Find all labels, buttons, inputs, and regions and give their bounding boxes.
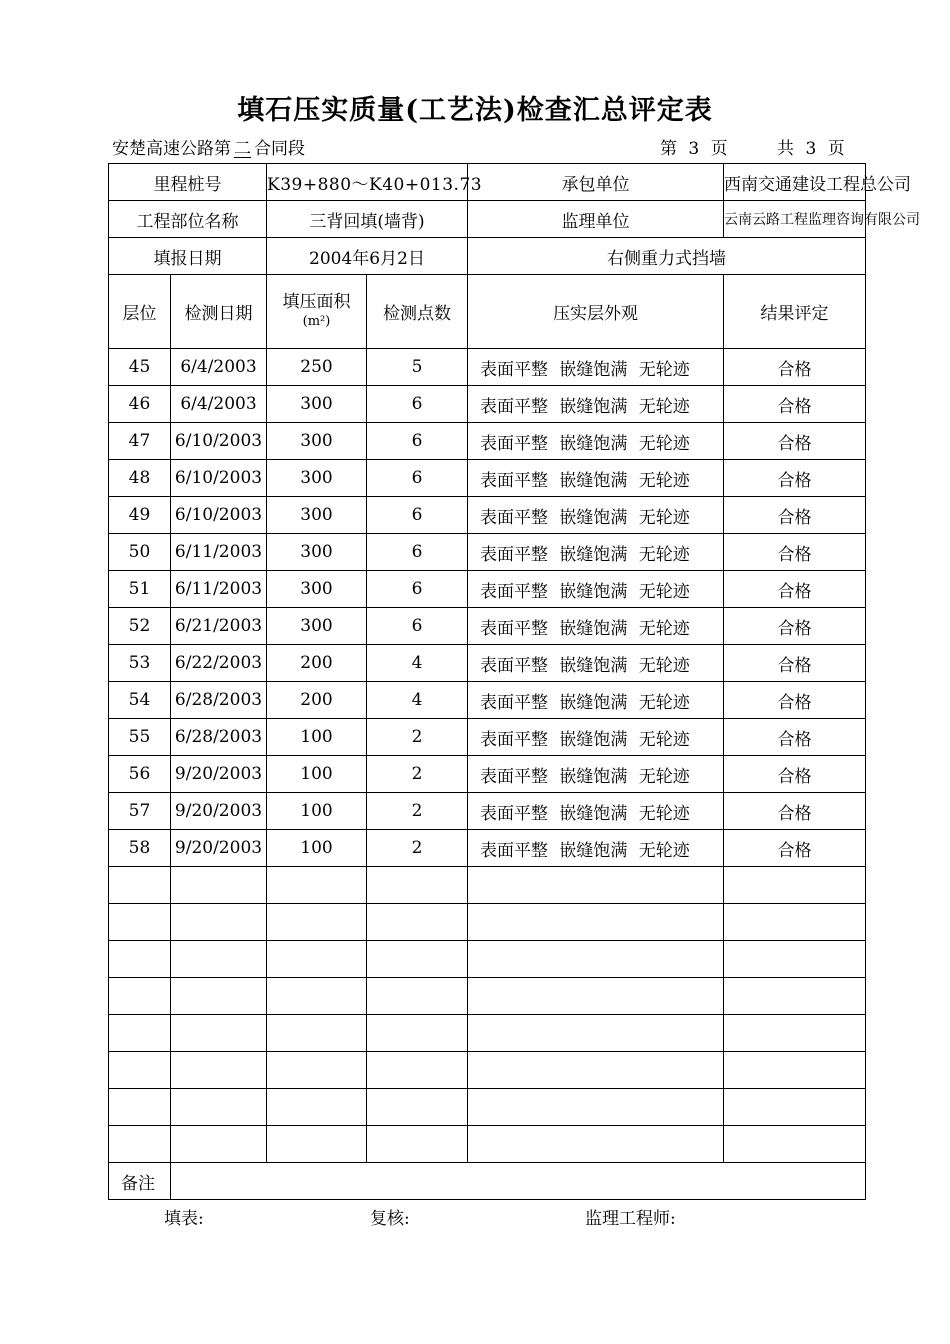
cell-area [267,1015,367,1052]
cell-points: 5 [367,349,468,386]
cell-area: 300 [267,386,367,423]
table-row [109,978,866,1015]
cell-result: 合格 [724,645,866,682]
project-suffix: 合同段 [254,139,305,159]
table-row [109,460,866,497]
cell-date: 6/28/2003 [171,719,267,756]
cell-appearance: 表面平整 嵌缝饱满 无轮迹 [468,756,724,793]
cell-layer: 54 [109,682,171,719]
cell-appearance: 表面平整 嵌缝饱满 无轮迹 [468,423,724,460]
cell-appearance: 表面平整 嵌缝饱满 无轮迹 [468,682,724,719]
cell-appearance [468,904,724,941]
cell-result [724,1015,866,1052]
cell-date: 6/11/2003 [171,571,267,608]
col-layer: 层位 [109,275,171,349]
project-prefix: 安楚高速公路第 [112,139,231,159]
table-row [109,534,866,571]
cell-area: 300 [267,460,367,497]
col-area-label: 填压面积 [282,291,351,312]
info-row-location [109,201,866,238]
cell-appearance: 表面平整 嵌缝饱满 无轮迹 [468,534,724,571]
table-row [109,904,866,941]
cell-layer: 56 [109,756,171,793]
cell-date [171,1126,267,1163]
cell-date: 6/22/2003 [171,645,267,682]
cell-area [267,867,367,904]
table-row [109,645,866,682]
cell-appearance: 表面平整 嵌缝饱满 无轮迹 [468,608,724,645]
cell-appearance [468,1052,724,1089]
cell-appearance [468,867,724,904]
cell-points [367,1126,468,1163]
col-appearance: 压实层外观 [468,275,724,349]
cell-layer [109,1089,171,1126]
table-row [109,497,866,534]
cell-area: 200 [267,682,367,719]
remarks-label: 备注 [109,1163,171,1200]
cell-result [724,1126,866,1163]
table-row [109,608,866,645]
cell-area [267,941,367,978]
supervisor-unit-label: 监理单位 [468,201,724,238]
cell-points: 4 [367,645,468,682]
cell-layer: 58 [109,830,171,867]
cell-result: 合格 [724,793,866,830]
table-row [109,719,866,756]
column-header-row [109,275,866,349]
cell-layer: 53 [109,645,171,682]
cell-layer: 55 [109,719,171,756]
cell-date: 6/10/2003 [171,423,267,460]
cell-layer: 49 [109,497,171,534]
cell-layer [109,1015,171,1052]
cell-points [367,1015,468,1052]
cell-area [267,978,367,1015]
cell-date [171,904,267,941]
cell-result: 合格 [724,423,866,460]
cell-appearance: 表面平整 嵌缝饱满 无轮迹 [468,386,724,423]
table-row [109,1126,866,1163]
cell-date: 6/28/2003 [171,682,267,719]
cell-result: 合格 [724,349,866,386]
contractor-value: 西南交通建设工程总公司 [724,164,866,201]
cell-appearance [468,1015,724,1052]
cell-appearance [468,1126,724,1163]
section-number: 二 [234,139,251,159]
col-date: 检测日期 [171,275,267,349]
cell-date: 6/11/2003 [171,534,267,571]
col-result: 结果评定 [724,275,866,349]
cell-points: 6 [367,460,468,497]
cell-appearance: 表面平整 嵌缝饱满 无轮迹 [468,793,724,830]
remarks-row [109,1163,866,1200]
cell-result: 合格 [724,719,866,756]
inspection-table [108,163,920,1200]
fill-date-value: 2004年6月2日 [267,238,468,275]
form-title: 填石压实质量(工艺法)检查汇总评定表 [237,95,713,126]
cell-layer [109,1052,171,1089]
table-row [109,349,866,386]
cell-points: 2 [367,830,468,867]
cell-points: 6 [367,386,468,423]
cell-result: 合格 [724,830,866,867]
cell-date [171,978,267,1015]
cell-area: 300 [267,423,367,460]
cell-result [724,1089,866,1126]
page-indicator [660,134,851,159]
cell-area: 100 [267,793,367,830]
fill-date-label: 填报日期 [109,238,267,275]
page-current: 3 [688,139,700,159]
cell-layer: 47 [109,423,171,460]
cell-area: 100 [267,830,367,867]
cell-appearance: 表面平整 嵌缝饱满 无轮迹 [468,830,724,867]
cell-area: 300 [267,608,367,645]
cell-date: 6/4/2003 [171,386,267,423]
cell-points [367,867,468,904]
contract-section-line [112,134,305,159]
reviewer-signature: 复核: [370,1209,410,1229]
cell-appearance: 表面平整 嵌缝饱满 无轮迹 [468,349,724,386]
cell-area: 250 [267,349,367,386]
cell-area: 300 [267,571,367,608]
cell-appearance: 表面平整 嵌缝饱满 无轮迹 [468,645,724,682]
table-row [109,571,866,608]
col-points: 检测点数 [367,275,468,349]
cell-appearance [468,941,724,978]
cell-result: 合格 [724,497,866,534]
table-row [109,682,866,719]
cell-result: 合格 [724,682,866,719]
cell-appearance: 表面平整 嵌缝饱满 无轮迹 [468,460,724,497]
info-row-date [109,238,866,275]
table-row [109,386,866,423]
cell-points [367,978,468,1015]
table-row [109,867,866,904]
cell-date: 6/10/2003 [171,497,267,534]
structure-description: 右侧重力式挡墙 [468,238,866,275]
table-row [109,756,866,793]
cell-date [171,867,267,904]
cell-points: 6 [367,608,468,645]
cell-appearance: 表面平整 嵌缝饱满 无轮迹 [468,571,724,608]
page-total: 3 [805,139,817,159]
mileage-label: 里程桩号 [109,164,267,201]
table-row [109,423,866,460]
cell-layer [109,941,171,978]
info-row-mileage [109,164,866,201]
cell-layer: 48 [109,460,171,497]
cell-area: 300 [267,497,367,534]
cell-result: 合格 [724,571,866,608]
cell-date [171,941,267,978]
table-row [109,793,866,830]
page-label-suffix: 页 [710,139,728,159]
contractor-label: 承包单位 [468,164,724,201]
table-row [109,1052,866,1089]
cell-area [267,1126,367,1163]
cell-points: 2 [367,756,468,793]
cell-layer [109,978,171,1015]
cell-points: 6 [367,497,468,534]
table-row [109,1015,866,1052]
cell-area [267,1052,367,1089]
cell-result: 合格 [724,608,866,645]
cell-date: 9/20/2003 [171,830,267,867]
cell-appearance [468,1089,724,1126]
table-row [109,1089,866,1126]
cell-layer [109,1126,171,1163]
cell-layer: 46 [109,386,171,423]
cell-date [171,1015,267,1052]
cell-layer [109,904,171,941]
cell-result [724,978,866,1015]
cell-layer: 50 [109,534,171,571]
cell-points: 6 [367,423,468,460]
cell-result [724,1052,866,1089]
cell-result [724,904,866,941]
cell-layer: 52 [109,608,171,645]
remarks-value [171,1163,866,1200]
supervisor-signature: 监理工程师: [585,1209,676,1229]
cell-points: 2 [367,793,468,830]
work-part-value: 三背回填(墙背) [267,201,468,238]
cell-appearance: 表面平整 嵌缝饱满 无轮迹 [468,719,724,756]
cell-layer: 51 [109,571,171,608]
cell-points: 2 [367,719,468,756]
cell-points [367,1052,468,1089]
col-area [267,275,367,349]
page-label: 第 [660,139,677,159]
cell-points [367,904,468,941]
supervisor-unit-value: 云南云路工程监理咨询有限公司 [724,201,866,238]
cell-area: 100 [267,756,367,793]
cell-date: 6/10/2003 [171,460,267,497]
cell-area [267,904,367,941]
total-label: 共 [777,139,795,159]
cell-result: 合格 [724,534,866,571]
cell-date: 9/20/2003 [171,793,267,830]
mileage-value: K39+880～K40+013.73 [267,164,468,201]
table-row [109,830,866,867]
cell-result: 合格 [724,756,866,793]
cell-result: 合格 [724,386,866,423]
cell-date: 6/21/2003 [171,608,267,645]
cell-layer: 57 [109,793,171,830]
cell-result: 合格 [724,460,866,497]
cell-area [267,1089,367,1126]
cell-area: 100 [267,719,367,756]
cell-layer [109,867,171,904]
cell-appearance [468,978,724,1015]
cell-points: 6 [367,534,468,571]
cell-result [724,867,866,904]
cell-date: 6/4/2003 [171,349,267,386]
cell-date [171,1089,267,1126]
cell-area: 300 [267,534,367,571]
work-part-label: 工程部位名称 [109,201,267,238]
cell-points: 4 [367,682,468,719]
col-area-unit: (m²) [302,313,331,329]
cell-date: 9/20/2003 [171,756,267,793]
cell-result [724,941,866,978]
cell-layer: 45 [109,349,171,386]
cell-date [171,1052,267,1089]
filler-signature: 填表: [164,1209,204,1229]
cell-points [367,941,468,978]
cell-points [367,1089,468,1126]
cell-area: 200 [267,645,367,682]
cell-points: 6 [367,571,468,608]
cell-appearance: 表面平整 嵌缝饱满 无轮迹 [468,497,724,534]
table-row [109,941,866,978]
total-label-suffix: 页 [827,139,845,159]
